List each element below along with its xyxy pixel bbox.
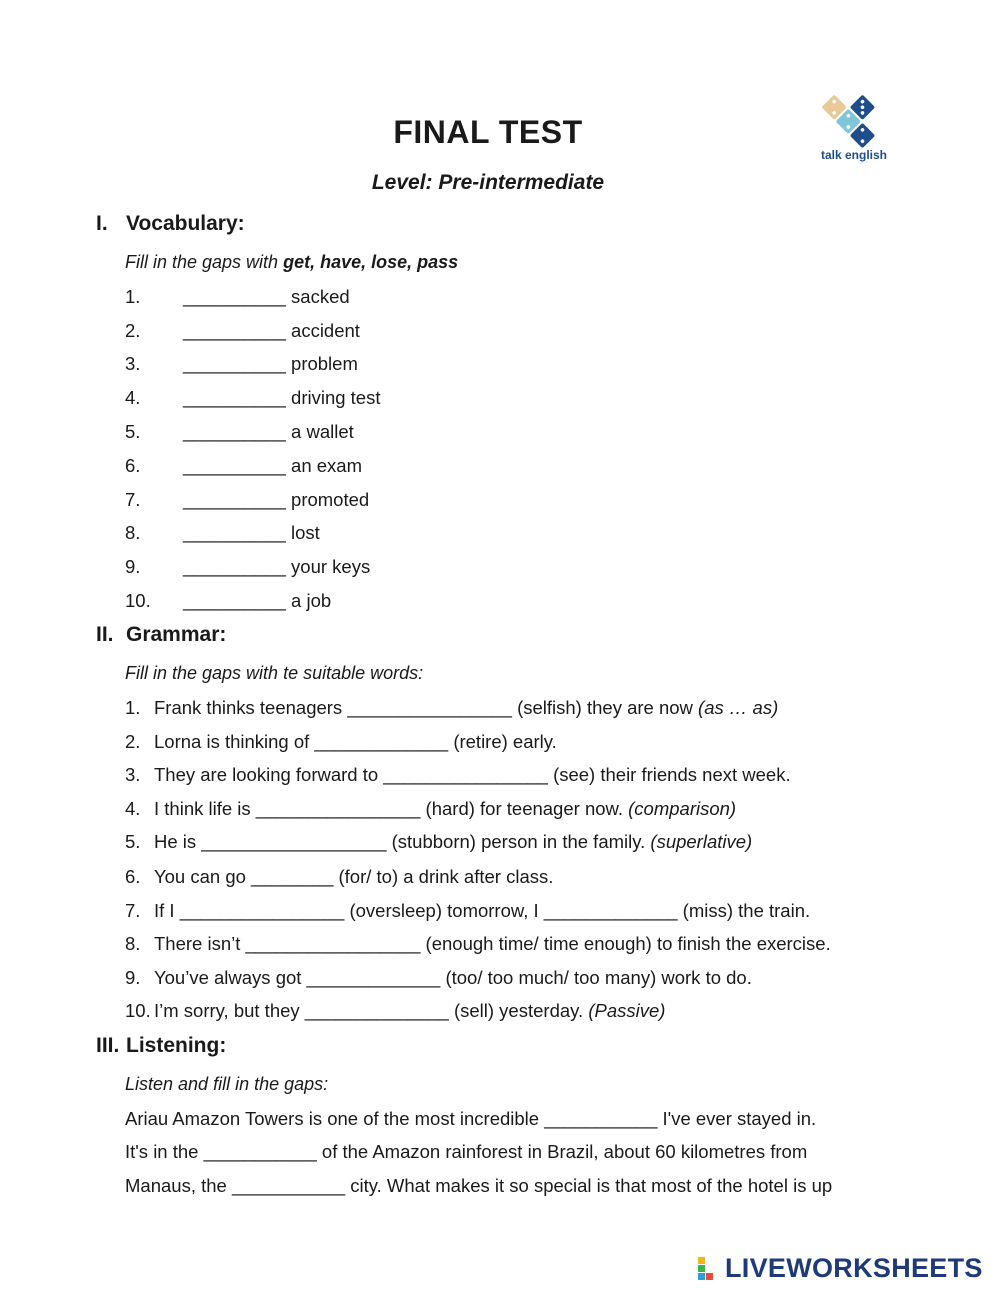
grammar-sentence[interactable]: You’ve always got _____________ (too/ too much/ too many) work to do. [154, 967, 752, 988]
liveworksheets-logo-icon [698, 1257, 722, 1281]
grammar-item [125, 831, 752, 853]
grammar-sentence[interactable]: You can go ________ (for/ to) a drink after class. [154, 866, 554, 887]
grammar-note: (superlative) [650, 831, 753, 852]
item-number: 9. [125, 556, 141, 577]
instruction-text: Fill in the gaps with [125, 252, 284, 272]
instruction-words: get, have, lose, pass [283, 252, 459, 272]
item-number: 2. [125, 320, 141, 341]
section-number: I. [96, 212, 108, 235]
vocab-gap[interactable]: __________ lost [183, 522, 320, 543]
grammar-instruction: Fill in the gaps with te suitable words: [125, 663, 424, 683]
grammar-sentence[interactable]: They are looking forward to ________________ (see) their friends next week. [154, 764, 791, 785]
item-number: 2. [125, 731, 141, 752]
section-number: III. [96, 1034, 120, 1057]
grammar-sentence[interactable]: I’m sorry, but they ______________ (sell) yesterday. [154, 1000, 589, 1021]
grammar-sentence[interactable]: He is __________________ (stubborn) person in the family. [154, 831, 651, 852]
section-number: II. [96, 623, 114, 646]
item-number: 1. [125, 286, 141, 307]
grammar-note: (comparison) [628, 798, 737, 819]
vocab-gap[interactable]: __________ a job [183, 590, 332, 611]
vocab-gap[interactable]: __________ an exam [183, 455, 362, 476]
grammar-note: (Passive) [588, 1000, 666, 1021]
vocab-gap[interactable]: __________ sacked [183, 286, 350, 307]
item-number: 3. [125, 353, 141, 374]
liveworksheets-brand: LIVEWORKSHEETS [725, 1253, 983, 1283]
paragraph-line[interactable]: Ariau Amazon Towers is one of the most incredible ___________ I've ever stayed in. [125, 1108, 817, 1129]
grammar-item [125, 697, 778, 719]
item-number: 10. [125, 590, 151, 611]
listening-instruction: Listen and fill in the gaps: [125, 1074, 329, 1094]
grammar-item [125, 1000, 665, 1022]
vocab-gap[interactable]: __________ problem [183, 353, 358, 374]
section-grammar-heading [96, 623, 226, 647]
vocabulary-instruction [125, 252, 458, 273]
item-number: 5. [125, 421, 141, 442]
vocab-gap[interactable]: __________ driving test [183, 387, 381, 408]
talk-english-logo [812, 92, 896, 164]
item-number: 4. [125, 798, 141, 819]
item-number: 7. [125, 900, 141, 921]
level-subtitle: Level: Pre-intermediate [371, 171, 605, 194]
item-number: 7. [125, 489, 141, 510]
item-number: 8. [125, 522, 141, 543]
grammar-sentence[interactable]: Lorna is thinking of _____________ (retire) early. [154, 731, 557, 752]
grammar-sentence[interactable]: Frank thinks teenagers ________________ (selfish) they are now [154, 697, 699, 718]
grammar-item [125, 764, 791, 786]
vocab-gap[interactable]: __________ your keys [183, 556, 371, 577]
paragraph-line[interactable]: Manaus, the ___________ city. What makes it so special is that most of the hotel is up [125, 1175, 833, 1196]
grammar-item [125, 866, 553, 888]
grammar-note: (as … as) [698, 697, 779, 718]
item-number: 5. [125, 831, 141, 852]
vocab-gap[interactable]: __________ accident [183, 320, 360, 341]
section-vocabulary-heading [96, 212, 245, 236]
item-number: 4. [125, 387, 141, 408]
section-title: Listening: [126, 1034, 227, 1057]
grammar-item [125, 900, 810, 922]
grammar-item [125, 798, 736, 820]
item-number: 9. [125, 967, 141, 988]
section-listening-heading [96, 1034, 226, 1058]
item-number: 8. [125, 933, 141, 954]
grammar-item [125, 933, 831, 955]
item-number: 6. [125, 455, 141, 476]
section-title: Grammar: [126, 623, 227, 646]
page-title: FINAL TEST [393, 114, 583, 150]
item-number: 6. [125, 866, 141, 887]
grammar-item [125, 731, 557, 753]
paragraph-line[interactable]: It's in the ___________ of the Amazon rainforest in Brazil, about 60 kilometres from [125, 1141, 808, 1162]
dice-logo-icon [812, 92, 896, 150]
vocab-gap[interactable]: __________ promoted [183, 489, 370, 510]
item-number: 3. [125, 764, 141, 785]
grammar-sentence[interactable]: I think life is ________________ (hard) for teenager now. [154, 798, 629, 819]
vocab-gap[interactable]: __________ a wallet [183, 421, 354, 442]
grammar-item [125, 967, 752, 989]
grammar-sentence[interactable]: If I ________________ (oversleep) tomorrow, I _____________ (miss) the train. [154, 900, 811, 921]
item-number: 1. [125, 697, 141, 718]
grammar-sentence[interactable]: There isn’t _________________ (enough time/ time enough) to finish the exercise. [154, 933, 831, 954]
logo-text: talk english [820, 148, 888, 162]
item-number: 10. [125, 1000, 151, 1021]
section-title: Vocabulary: [126, 212, 245, 235]
